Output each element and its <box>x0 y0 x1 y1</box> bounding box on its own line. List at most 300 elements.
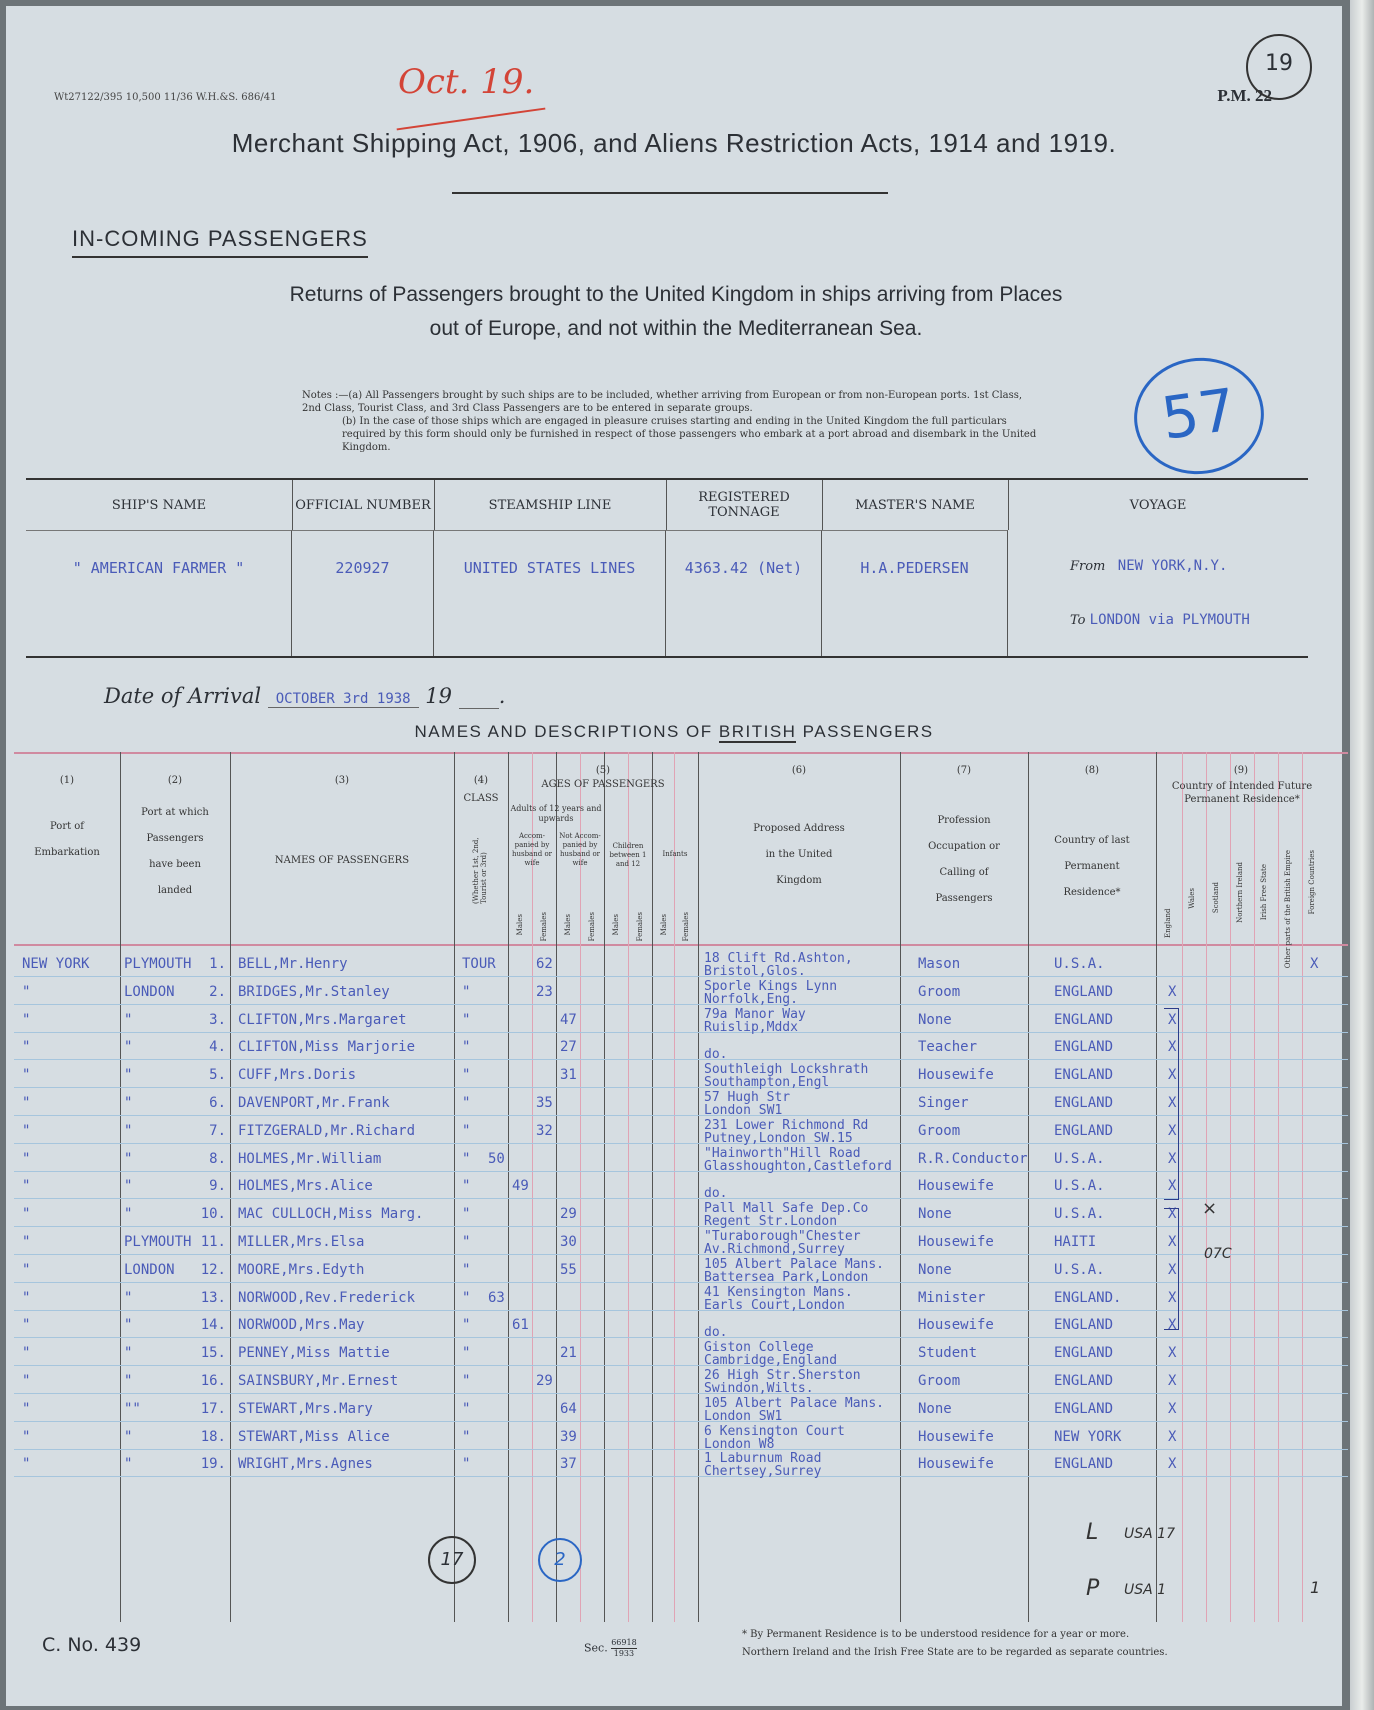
future-residence-mark: X <box>1168 1122 1177 1139</box>
passenger-class: " <box>462 1289 471 1306</box>
form-c-number: C. No. 439 <box>42 1634 142 1656</box>
passenger-age: 39 <box>560 1428 577 1445</box>
last-residence: ENGLAND <box>1054 1373 1114 1389</box>
table-row <box>14 1063 1348 1090</box>
passenger-age: 35 <box>536 1095 553 1111</box>
passenger-class: " <box>462 1345 471 1362</box>
passenger-age: 32 <box>536 1122 553 1139</box>
address-line-1: 26 High Str.Sherston <box>704 1368 861 1383</box>
address-line-1: 6 Kensington Court <box>704 1423 845 1439</box>
last-residence: ENGLAND. <box>1054 1289 1122 1306</box>
address-line-1: 41 Kensington Mans. <box>704 1284 853 1300</box>
arrival-label: Date of Arrival <box>104 684 262 708</box>
sec-ref <box>584 1638 637 1659</box>
port-embarkation: " <box>22 1289 31 1306</box>
future-residence-mark: X <box>1168 1206 1177 1223</box>
passenger-age: 63 <box>488 1289 505 1306</box>
port-embarkation: " <box>22 1345 31 1362</box>
tally-l: L <box>1086 1520 1099 1545</box>
address-line-2: Av.Richmond,Surrey <box>704 1242 845 1257</box>
profession: Housewife <box>918 1178 994 1195</box>
table-title <box>6 722 1342 742</box>
col7-number: (7) <box>956 765 972 776</box>
fut-other-empire: Other parts of the British Empire <box>1284 850 1292 969</box>
port-embarkation: " <box>22 1095 31 1111</box>
last-residence: HAITI <box>1054 1234 1097 1250</box>
sec-num: 66918 <box>611 1638 637 1647</box>
address-line-1: Pall Mall Safe Dep.Co <box>704 1201 869 1217</box>
port-embarkation: NEW YORK <box>22 956 90 972</box>
address-line-2: Chertsey,Surrey <box>704 1464 822 1480</box>
official-number-value: 220927 <box>292 530 434 656</box>
port-embarkation: " <box>22 1400 31 1417</box>
address-line-2: London W8 <box>704 1436 775 1452</box>
last-residence: ENGLAND <box>1054 1095 1114 1111</box>
arrival-end: . <box>498 684 506 708</box>
port-landed: LONDON <box>124 983 175 1000</box>
row-number: 2. <box>209 983 226 1000</box>
col9-number: (9) <box>1233 765 1249 776</box>
from-label: From <box>1070 559 1106 574</box>
address-line-2: Bristol,Glos. <box>704 964 806 979</box>
port-embarkation: " <box>22 1039 31 1056</box>
footnote <box>742 1626 1168 1662</box>
sub-females: Females <box>682 912 690 942</box>
passenger-name: FITZGERALD,Mr.Richard <box>238 1122 416 1139</box>
address-line-1: 1 Laburnum Road <box>704 1451 822 1467</box>
future-residence-mark: X <box>1168 1234 1177 1250</box>
title-british: BRITISH <box>718 722 797 741</box>
tonnage-value: 4363.42 (Net) <box>666 530 822 656</box>
fut-scotland: Scotland <box>1212 882 1220 914</box>
fut-wales: Wales <box>1188 888 1196 909</box>
passenger-class: " <box>462 1456 471 1473</box>
address-line-2: Earls Court,London <box>704 1297 845 1313</box>
port-landed: PLYMOUTH <box>124 956 192 972</box>
header-voyage: VOYAGE <box>1129 497 1187 513</box>
port-landed: PLYMOUTH <box>124 1234 192 1250</box>
port-landed: " <box>124 1428 133 1445</box>
port-embarkation: " <box>22 983 31 1000</box>
col1-number: (1) <box>59 775 75 786</box>
future-residence-mark: X <box>1168 1150 1177 1167</box>
port-landed: " <box>124 1039 133 1056</box>
header-official-number: OFFICIAL NUMBER <box>292 480 435 530</box>
port-embarkation: " <box>22 1011 31 1028</box>
ship-name-value: " AMERICAN FARMER " <box>26 530 292 656</box>
passenger-name: MILLER,Mrs.Elsa <box>238 1234 365 1250</box>
port-embarkation: " <box>22 1261 31 1278</box>
footnote-2: Northern Ireland and the Irish Free State are to be regarded as separate countries. <box>742 1647 1168 1658</box>
fut-england: England <box>1164 908 1172 938</box>
table-row <box>14 1035 1348 1062</box>
row-number: 18. <box>200 1428 226 1445</box>
passenger-age: 37 <box>560 1456 577 1473</box>
row-number: 8. <box>209 1150 226 1167</box>
port-embarkation: " <box>22 1456 31 1473</box>
future-residence-mark: X <box>1168 1289 1177 1306</box>
profession: None <box>918 1261 952 1278</box>
header-master: MASTER'S NAME <box>822 480 1009 530</box>
margin-x: × <box>1202 1198 1218 1219</box>
future-residence-mark: X <box>1168 983 1177 1000</box>
col5-header: AGES OF PASSENGERS <box>541 779 665 790</box>
passenger-name: WRIGHT,Mrs.Agnes <box>238 1456 373 1473</box>
table-row <box>14 1397 1348 1424</box>
title-post: PASSENGERS <box>802 722 934 741</box>
address-line-2: do. <box>704 1325 728 1341</box>
address-line-1: 79a Manor Way <box>704 1006 806 1022</box>
table-row <box>14 1202 1348 1229</box>
passenger-age: 30 <box>560 1234 577 1250</box>
margin-note: 07C <box>1204 1246 1232 1262</box>
port-embarkation: " <box>22 1206 31 1223</box>
last-residence: ENGLAND <box>1054 1345 1114 1362</box>
header-bottom-rule <box>14 944 1348 946</box>
subtitle-line-2: out of Europe, and not within the Mediterranean Sea. <box>429 317 923 340</box>
port-landed: " <box>124 1150 133 1167</box>
future-residence-mark: X <box>1168 1178 1177 1195</box>
future-residence-mark: X <box>1168 1400 1177 1417</box>
col4-header: CLASS <box>463 793 499 804</box>
address-line-1: 231 Lower Richmond Rd <box>704 1117 869 1133</box>
passenger-class: " <box>462 1067 471 1084</box>
table-row <box>14 1258 1348 1285</box>
table-row <box>14 1286 1348 1313</box>
passenger-class: " <box>462 1011 471 1028</box>
row-number: 17. <box>200 1400 226 1417</box>
passenger-class: " <box>462 1206 471 1223</box>
tally-p-mark: 1 <box>1310 1578 1321 1597</box>
master-value: H.A.PEDERSEN <box>822 530 1008 656</box>
table-row <box>14 952 1348 979</box>
passenger-age: 29 <box>560 1206 577 1223</box>
passenger-name: CLIFTON,Miss Marjorie <box>238 1039 416 1056</box>
profession: Minister <box>918 1289 986 1306</box>
tally-p: P <box>1086 1576 1100 1601</box>
address-line-2: Swindon,Wilts. <box>704 1381 814 1396</box>
sub-males: Males <box>612 914 620 936</box>
page-edge <box>1350 0 1374 1710</box>
circled-total: 17 <box>428 1536 476 1584</box>
passenger-age: 31 <box>560 1067 577 1084</box>
profession: Housewife <box>918 1234 994 1250</box>
passenger-name: MAC CULLOCH,Miss Marg. <box>238 1206 424 1223</box>
address-line-2: Glasshoughton,Castleford <box>704 1158 892 1174</box>
sub-females: Females <box>540 912 548 942</box>
port-landed: " <box>124 1317 133 1334</box>
row-number: 11. <box>200 1234 226 1250</box>
passenger-age: 47 <box>560 1011 577 1028</box>
profession: Groom <box>918 983 961 1000</box>
passenger-name: HOLMES,Mr.William <box>238 1150 382 1167</box>
col9-header: Country of Intended Future Permanent Residence* <box>1171 781 1313 805</box>
passenger-age: 50 <box>488 1150 505 1167</box>
last-residence: ENGLAND <box>1054 1122 1114 1139</box>
port-embarkation: " <box>22 1317 31 1334</box>
port-landed: " <box>124 1122 133 1139</box>
row-number: 16. <box>200 1373 226 1389</box>
passenger-name: DAVENPORT,Mr.Frank <box>238 1095 390 1111</box>
tally-p-text: USA 1 <box>1124 1582 1167 1598</box>
passenger-age: 62 <box>536 956 553 972</box>
table-row <box>14 1174 1348 1201</box>
passenger-name: STEWART,Mrs.Mary <box>238 1400 373 1417</box>
address-line-1: 105 Albert Palace Mans. <box>704 1256 885 1272</box>
col4-number: (4) <box>473 775 489 786</box>
port-landed: " <box>124 1206 133 1223</box>
voyage-to <box>1070 612 1250 628</box>
port-landed: " <box>124 1011 133 1028</box>
port-landed: LONDON <box>124 1261 175 1278</box>
profession: None <box>918 1206 952 1223</box>
sec-fraction <box>611 1638 636 1659</box>
table-row <box>14 1119 1348 1146</box>
passenger-age: 55 <box>560 1261 577 1278</box>
row-number: 7. <box>209 1122 226 1139</box>
from-value: NEW YORK,N.Y. <box>1117 558 1228 574</box>
row-number: 12. <box>200 1261 226 1278</box>
col3-header: NAMES OF PASSENGERS <box>274 855 410 866</box>
address-line-1: "Turaborough"Chester <box>704 1229 861 1244</box>
passenger-class: " <box>462 983 471 1000</box>
circled-page-number: 19 <box>1246 34 1312 100</box>
header-tonnage: REGISTERED TONNAGE <box>666 480 823 530</box>
passenger-name: BELL,Mr.Henry <box>238 956 348 972</box>
col5-accompanied: Accom-panied by husband or wife <box>511 832 553 867</box>
passenger-name: PENNEY,Miss Mattie <box>238 1345 390 1362</box>
last-residence: ENGLAND <box>1054 1039 1114 1056</box>
to-value: LONDON via PLYMOUTH <box>1089 612 1250 628</box>
fut-irish-free-state: Irish Free State <box>1260 864 1268 921</box>
passenger-class: " <box>462 1039 471 1056</box>
table-row <box>14 1341 1348 1368</box>
passenger-age: 21 <box>560 1345 577 1362</box>
sec-year: 1933 <box>613 1649 635 1658</box>
profession: R.R.Conductor <box>918 1150 1028 1167</box>
row-number: 13. <box>200 1289 226 1306</box>
red-underline <box>397 108 546 131</box>
row-number: 1. <box>209 956 226 972</box>
row-number: 14. <box>200 1317 226 1334</box>
passenger-class: " <box>462 1234 471 1250</box>
passenger-age: 23 <box>536 983 553 1000</box>
passenger-name: CLIFTON,Mrs.Margaret <box>238 1011 407 1028</box>
profession: Housewife <box>918 1317 994 1334</box>
passenger-class: " <box>462 1400 471 1417</box>
col5-number: (5) <box>595 765 611 776</box>
address-line-1: 105 Albert Palace Mans. <box>704 1395 885 1411</box>
profession: Housewife <box>918 1428 994 1445</box>
profession: None <box>918 1011 952 1028</box>
port-landed: " <box>124 1345 133 1362</box>
passenger-age: 27 <box>560 1039 577 1056</box>
table-row <box>14 1313 1348 1340</box>
address-line-1: 18 Clift Rd.Ashton, <box>704 951 853 966</box>
address-line-2: Regent Str.London <box>704 1214 838 1230</box>
col8-number: (8) <box>1084 765 1100 776</box>
last-residence: ENGLAND <box>1054 1067 1114 1084</box>
address-line-1: Giston College <box>704 1340 814 1356</box>
passenger-table <box>14 752 1348 1622</box>
port-embarkation: " <box>22 1067 31 1084</box>
title-pre: NAMES AND DESCRIPTIONS OF <box>414 722 713 741</box>
footnote-1: * By Permanent Residence is to be understood residence for a year or more. <box>742 1629 1130 1640</box>
passenger-age: 29 <box>536 1373 553 1389</box>
future-residence-mark: X <box>1168 1039 1177 1056</box>
col5-adults: Adults of 12 years and upwards <box>510 804 602 823</box>
passenger-age: 61 <box>512 1317 529 1334</box>
form-page <box>6 6 1342 1706</box>
future-residence-mark: X <box>1168 1011 1177 1028</box>
passenger-class: " <box>462 1095 471 1111</box>
profession: Mason <box>918 956 961 972</box>
passenger-class: " <box>462 1261 471 1278</box>
to-label: To <box>1070 613 1086 628</box>
profession: Housewife <box>918 1456 994 1473</box>
grid-top-rule <box>14 752 1348 754</box>
table-row <box>14 980 1348 1007</box>
passenger-class: TOUR <box>462 956 496 972</box>
col6-header: Proposed Address in the United Kingdom <box>753 823 845 886</box>
port-landed: " <box>124 1373 133 1389</box>
future-residence-mark: X <box>1168 1261 1177 1278</box>
col2-number: (2) <box>167 775 183 786</box>
row-number: 10. <box>200 1206 226 1223</box>
port-landed: " <box>124 1095 133 1111</box>
note-b: (b) In the case of those ships which are engaged in pleasure cruises starting and ending in the United Kingdom the full particulars required by this form should only be furnished in respect of those passengers who embark at a port abroad and disembark in the United Kingdom. <box>342 416 1037 453</box>
voyage-from <box>1070 558 1227 574</box>
last-residence: U.S.A. <box>1054 1206 1105 1223</box>
passenger-name: MOORE,Mrs.Edyth <box>238 1261 365 1278</box>
address-line-2: Southampton,Engl <box>704 1075 830 1091</box>
port-embarkation: " <box>22 1122 31 1139</box>
col8-header: Country of last Permanent Residence* <box>1054 835 1130 898</box>
col1-header: Port of Embarkation <box>34 821 100 858</box>
fut-foreign: Foreign Countries <box>1308 850 1316 915</box>
profession: Teacher <box>918 1039 978 1056</box>
row-number: 19. <box>200 1456 226 1473</box>
future-residence-mark: X <box>1168 1345 1177 1362</box>
future-residence-mark: X <box>1168 1317 1177 1334</box>
tally-l-text: USA 17 <box>1124 1526 1175 1542</box>
red-date-annotation: Oct. 19. <box>398 62 535 102</box>
col5-children: Children between 1 and 12 <box>609 842 647 868</box>
passenger-name: SAINSBURY,Mr.Ernest <box>238 1373 399 1389</box>
address-line-1: Southleigh Lockshrath <box>704 1062 869 1078</box>
future-residence-mark: X <box>1168 1067 1177 1084</box>
passenger-class: " <box>462 1178 471 1195</box>
port-landed: "" <box>124 1400 141 1417</box>
sec-label: Sec. <box>584 1641 608 1655</box>
last-residence: U.S.A. <box>1054 1150 1105 1167</box>
address-line-2: do. <box>704 1186 728 1202</box>
port-landed: " <box>124 1178 133 1195</box>
act-title: Merchant Shipping Act, 1906, and Aliens Restriction Acts, 1914 and 1919. <box>231 128 1117 158</box>
address-line-1: 57 Hugh Str <box>704 1090 791 1105</box>
row-number: 3. <box>209 1011 226 1028</box>
passenger-class: " <box>462 1317 471 1334</box>
steamship-line-value: UNITED STATES LINES <box>434 530 666 656</box>
address-line-2: Ruislip,Mddx <box>704 1019 798 1035</box>
port-landed: " <box>124 1289 133 1306</box>
table-row <box>14 1091 1348 1118</box>
last-residence: U.S.A. <box>1054 1178 1105 1195</box>
blue-circled-number: 57 <box>1127 350 1272 483</box>
address-line-2: London SW1 <box>704 1408 783 1424</box>
sub-males: Males <box>564 914 572 936</box>
future-residence-mark: X <box>1168 1428 1177 1445</box>
col5-infants: Infants <box>662 850 688 858</box>
profession: Groom <box>918 1373 961 1389</box>
printer-code: Wt27122/395 10,500 11/36 W.H.&S. 686/41 <box>54 92 277 103</box>
passenger-name: NORWOOD,Rev.Frederick <box>238 1289 416 1306</box>
address-line-1: Sporle Kings Lynn <box>704 978 838 994</box>
profession: None <box>918 1400 952 1417</box>
bracket-usa <box>1164 1208 1179 1330</box>
last-residence: ENGLAND <box>1054 1400 1114 1417</box>
passenger-name: NORWOOD,Mrs.May <box>238 1317 365 1334</box>
table-row <box>14 1230 1348 1257</box>
last-residence: ENGLAND <box>1054 1011 1114 1028</box>
last-residence: ENGLAND <box>1054 983 1114 1000</box>
address-line-2: Putney,London SW.15 <box>704 1130 853 1146</box>
port-embarkation: " <box>22 1234 31 1250</box>
col5-not-accompanied: Not Accom-panied by husband or wife <box>559 832 601 867</box>
profession: Student <box>918 1345 978 1362</box>
passenger-age: 64 <box>560 1400 577 1417</box>
date-of-arrival <box>104 684 505 708</box>
arrival-blank <box>459 684 499 709</box>
table-row <box>14 1147 1348 1174</box>
future-residence-mark: X <box>1168 1456 1177 1473</box>
notes <box>302 389 1042 454</box>
profession: Housewife <box>918 1067 994 1084</box>
table-row <box>14 1008 1348 1035</box>
port-landed: " <box>124 1067 133 1084</box>
address-line-1: "Hainworth"Hill Road <box>704 1145 861 1161</box>
subtitle <box>106 278 1246 346</box>
sub-males: Males <box>516 914 524 936</box>
future-residence-mark: X <box>1168 1373 1177 1389</box>
sub-females: Females <box>636 912 644 942</box>
passenger-class: " <box>462 1428 471 1445</box>
sub-females: Females <box>588 912 596 942</box>
row-number: 4. <box>209 1039 226 1056</box>
table-row <box>14 1425 1348 1452</box>
last-residence: NEW YORK <box>1054 1428 1122 1445</box>
subtitle-line-1: Returns of Passengers brought to the United Kingdom in ships arriving from Places <box>289 283 1063 306</box>
col7-header: Profession Occupation or Calling of Passengers <box>928 815 1000 904</box>
circled-accompanied: 2 <box>538 1538 582 1582</box>
address-line-2: Battersea Park,London <box>704 1269 869 1285</box>
header-steamship-line: STEAMSHIP LINE <box>434 480 667 530</box>
port-embarkation: " <box>22 1428 31 1445</box>
col3-number: (3) <box>334 775 350 786</box>
header-ship-name: SHIP'S NAME <box>26 480 293 530</box>
last-residence: ENGLAND <box>1054 1456 1114 1473</box>
port-landed: " <box>124 1456 133 1473</box>
table-row <box>14 1452 1348 1479</box>
address-line-2: Cambridge,England <box>704 1353 838 1369</box>
arrival-value: OCTOBER 3rd 1938 <box>268 691 419 708</box>
future-residence-mark: X <box>1168 1095 1177 1111</box>
last-residence: U.S.A. <box>1054 956 1105 972</box>
port-embarkation: " <box>22 1178 31 1195</box>
section-title: IN-COMING PASSENGERS <box>72 226 368 258</box>
address-line-2: London SW1 <box>704 1103 783 1118</box>
passenger-name: CUFF,Mrs.Doris <box>238 1067 357 1084</box>
